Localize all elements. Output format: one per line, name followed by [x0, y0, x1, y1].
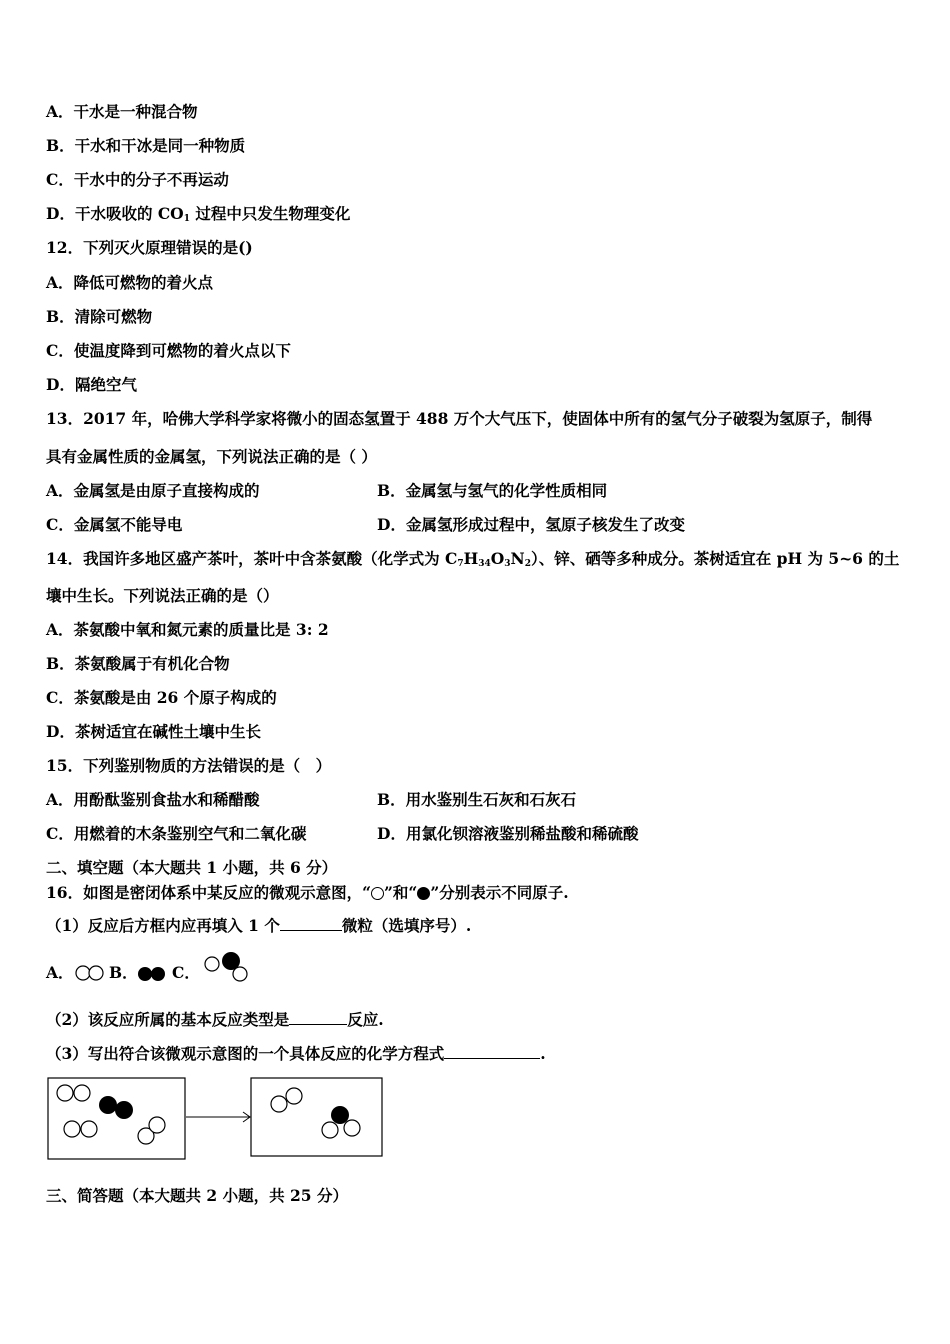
q13-stem-line2: 具有金属性质的金属氢，下列说法正确的是（ ） — [46, 447, 377, 466]
option-b-molecule-icon — [134, 956, 174, 986]
before-o2-atom-6 — [149, 1117, 165, 1133]
hollow-atom-icon — [371, 887, 384, 900]
q12-stem: 12．下列灭火原理错误的是() — [46, 238, 253, 257]
q15-stem: 15．下列鉴别物质的方法错误的是（ ） — [46, 756, 332, 775]
q15-option-c: C．用燃着的木条鉴别空气和二氧化碳 — [46, 824, 307, 843]
option-c-molecule-icon — [200, 946, 260, 986]
before-solid-atom-2 — [115, 1101, 133, 1119]
q14-stem-text: 14．我国许多地区盛产茶叶，茶叶中含茶氨酸（化学式为 C — [46, 549, 458, 568]
q11-option-d-sub: 1 — [183, 214, 190, 224]
q14-formula-o: 3 — [504, 559, 511, 569]
q16-option-b-label: B． — [109, 963, 138, 982]
q11-option-d — [46, 204, 350, 229]
q14-formula-o-symbol: O — [490, 549, 505, 568]
solid-atom-icon — [417, 887, 430, 900]
q16-option-c-label: C． — [172, 963, 200, 982]
q14-formula-n-symbol: N — [510, 549, 525, 568]
q13-option-c: C．金属氢不能导电 — [46, 515, 183, 534]
q12-option-c: C．使温度降到可燃物的着火点以下 — [46, 341, 291, 360]
q16-part2 — [46, 1010, 384, 1030]
section-2-heading: 二、填空题（本大题共 1 小题，共 6 分） — [46, 858, 338, 877]
before-solid-atom-1 — [99, 1096, 117, 1114]
q16-part3-tail: . — [540, 1044, 546, 1063]
q14-formula-h: 34 — [478, 559, 491, 569]
after-o2-atom-2 — [286, 1088, 302, 1104]
reaction-diagram — [46, 1074, 386, 1164]
before-o2-atom-3 — [64, 1121, 80, 1137]
q16-part2-text: （2）该反应所属的基本反应类型是 — [46, 1010, 290, 1029]
q12-option-a: A．降低可燃物的着火点 — [46, 273, 214, 292]
q11-option-b: B．干水和干冰是同一种物质 — [46, 136, 246, 155]
q11-option-d-tail: 过程中只发生物理变化 — [189, 204, 351, 223]
q13-option-a: A．金属氢是由原子直接构成的 — [46, 481, 260, 500]
before-o2-atom-2 — [74, 1085, 90, 1101]
q11-option-c: C．干水中的分子不再运动 — [46, 170, 229, 189]
q16-stem — [46, 883, 569, 903]
q14-option-b: B．茶氨酸属于有机化合物 — [46, 654, 230, 673]
q16-part1-blank[interactable] — [280, 916, 342, 931]
q14-formula-c: 7 — [457, 559, 464, 569]
q14-option-d: D．茶树适宜在碱性土壤中生长 — [46, 722, 261, 741]
q11-option-a: A．干水是一种混合物 — [46, 102, 198, 121]
q16-stem-tail: ”分别表示不同原子. — [430, 883, 569, 902]
q13-stem-line1: 13．2017 年，哈佛大学科学家将微小的固态氢置于 488 万个大气压下，使固体中所有的氢气分子破裂为氢原子，制得 — [46, 409, 873, 428]
q14-stem-line1 — [46, 549, 899, 574]
after-reaction-box — [251, 1078, 382, 1156]
after-molecule-o-atom-2 — [344, 1120, 360, 1136]
option-a-molecule-icon — [72, 956, 112, 986]
q15-option-d: D．用氯化钡溶液鉴别稀盐酸和稀硫酸 — [377, 824, 639, 843]
q16-option-a-label: A． — [46, 963, 74, 982]
q16-part1 — [46, 916, 471, 936]
after-o2-atom-1 — [271, 1096, 287, 1112]
q16-stem-and: ”和“ — [384, 883, 418, 902]
q16-part3-text: （3）写出符合该微观示意图的一个具体反应的化学方程式 — [46, 1044, 445, 1063]
before-o2-atom-4 — [81, 1121, 97, 1137]
q16-stem-text: 16．如图是密闭体系中某反应的微观示意图，“ — [46, 883, 371, 902]
q16-part2-blank[interactable] — [289, 1010, 347, 1025]
q13-option-b: B．金属氢与氢气的化学性质相同 — [377, 481, 608, 500]
q14-formula-h-symbol: H — [463, 549, 479, 568]
q16-part1-text: （1）反应后方框内应再填入 1 个 — [46, 916, 280, 935]
q15-option-a: A．用酚酞鉴别食盐水和稀醋酸 — [46, 790, 260, 809]
q14-formula-n: 2 — [524, 559, 531, 569]
after-molecule-solid-atom — [331, 1106, 349, 1124]
before-o2-atom-1 — [57, 1085, 73, 1101]
q14-stem-tail: ）、锌、硒等多种成分。茶树适宜在 pH 为 5~6 的土 — [530, 549, 900, 568]
q13-option-d: D．金属氢形成过程中，氢原子核发生了改变 — [377, 515, 685, 534]
q16-part3-blank[interactable] — [444, 1044, 540, 1059]
section-3-heading: 三、简答题（本大题共 2 小题，共 25 分） — [46, 1186, 348, 1205]
q12-option-d: D．隔绝空气 — [46, 375, 137, 394]
q14-option-a: A．茶氨酸中氧和氮元素的质量比是 3: 2 — [46, 620, 329, 639]
q16-part3 — [46, 1044, 546, 1064]
q14-stem-line2: 壤中生长。下列说法正确的是（） — [46, 586, 279, 605]
q15-option-b: B．用水鉴别生石灰和石灰石 — [377, 790, 577, 809]
q16-part2-tail: 反应. — [347, 1010, 384, 1029]
q11-option-d-text: D．干水吸收的 CO — [46, 204, 184, 223]
q14-option-c: C．茶氨酸是由 26 个原子构成的 — [46, 688, 277, 707]
q16-part1-tail: 微粒（选填序号）. — [341, 916, 472, 935]
q12-option-b: B．清除可燃物 — [46, 307, 153, 326]
after-molecule-o-atom-1 — [322, 1122, 338, 1138]
